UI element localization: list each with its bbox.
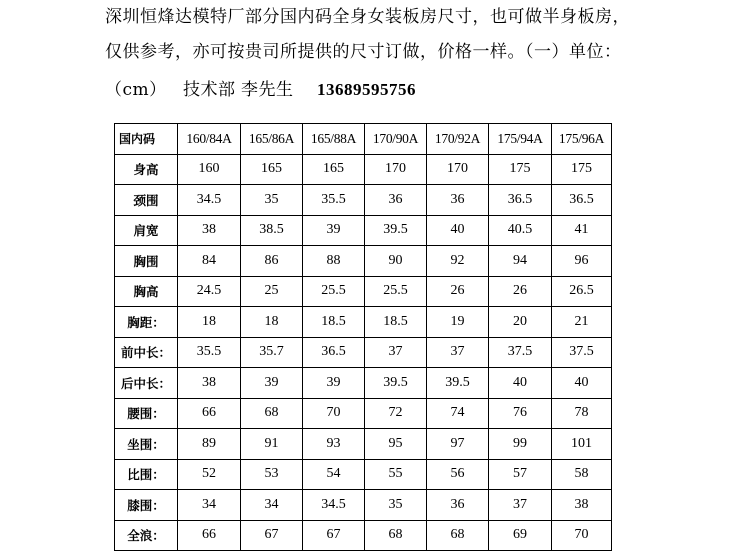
table-row (115, 459, 612, 490)
row-label: 全浪： (115, 520, 178, 551)
table-cell: 38 (552, 490, 612, 521)
table-cell: 170 (365, 154, 427, 185)
table-cell: 39.5 (427, 368, 489, 399)
table-cell: 88 (303, 246, 365, 277)
table-cell: 68 (241, 398, 303, 429)
row-label: 身高 (115, 154, 178, 185)
table-row (115, 185, 612, 216)
table-cell: 95 (365, 429, 427, 460)
column-header: 165/88A (303, 124, 365, 155)
corner-header: 国内码 (115, 124, 178, 155)
table-cell: 38 (178, 215, 241, 246)
table-cell: 35.5 (178, 337, 241, 368)
table-cell: 52 (178, 459, 241, 490)
table-row (115, 398, 612, 429)
table-cell: 57 (489, 459, 552, 490)
row-label: 肩宽 (115, 215, 178, 246)
row-label: 颈围 (115, 185, 178, 216)
contact-name: 李先生 (241, 80, 294, 100)
table-cell: 90 (365, 246, 427, 277)
table-cell: 66 (178, 398, 241, 429)
table-cell: 39 (241, 368, 303, 399)
table-cell: 55 (365, 459, 427, 490)
table-cell: 38.5 (241, 215, 303, 246)
table-cell: 70 (303, 398, 365, 429)
table-cell: 34 (178, 490, 241, 521)
row-label: 腰围： (115, 398, 178, 429)
table-cell: 40 (427, 215, 489, 246)
table-cell: 170 (427, 154, 489, 185)
table-cell: 25 (241, 276, 303, 307)
table-row (115, 246, 612, 277)
table-cell: 67 (241, 520, 303, 551)
table-cell: 26 (427, 276, 489, 307)
row-label: 膝围： (115, 490, 178, 521)
table-cell: 26 (489, 276, 552, 307)
table-cell: 36.5 (489, 185, 552, 216)
table-cell: 41 (552, 215, 612, 246)
table-cell: 165 (303, 154, 365, 185)
row-label: 坐围： (115, 429, 178, 460)
table-cell: 24.5 (178, 276, 241, 307)
table-cell: 78 (552, 398, 612, 429)
table-header-row (115, 124, 612, 155)
table-cell: 96 (552, 246, 612, 277)
row-label: 胸距： (115, 307, 178, 338)
table-cell: 40 (552, 368, 612, 399)
table-cell: 36 (365, 185, 427, 216)
table-cell: 18.5 (365, 307, 427, 338)
column-header: 165/86A (241, 124, 303, 155)
table-cell: 160 (178, 154, 241, 185)
table-cell: 54 (303, 459, 365, 490)
table-cell: 18 (241, 307, 303, 338)
table-cell: 101 (552, 429, 612, 460)
unit-label: （cm） (105, 80, 167, 100)
table-cell: 20 (489, 307, 552, 338)
table-row (115, 215, 612, 246)
table-cell: 37 (427, 337, 489, 368)
row-label: 胸围 (115, 246, 178, 277)
row-label: 胸高 (115, 276, 178, 307)
table-cell: 84 (178, 246, 241, 277)
column-header: 175/94A (489, 124, 552, 155)
table-cell: 66 (178, 520, 241, 551)
table-cell: 39 (303, 368, 365, 399)
table-cell: 175 (489, 154, 552, 185)
table-cell: 40.5 (489, 215, 552, 246)
table-cell: 35.5 (303, 185, 365, 216)
table-cell: 34 (241, 490, 303, 521)
table-body (115, 154, 612, 551)
table-cell: 38 (178, 368, 241, 399)
table-cell: 37 (365, 337, 427, 368)
table-cell: 35 (241, 185, 303, 216)
table-cell: 19 (427, 307, 489, 338)
table-cell: 34.5 (178, 185, 241, 216)
table-cell: 68 (365, 520, 427, 551)
table-cell: 89 (178, 429, 241, 460)
column-header: 160/84A (178, 124, 241, 155)
table-cell: 18.5 (303, 307, 365, 338)
table-row (115, 276, 612, 307)
table-cell: 39 (303, 215, 365, 246)
department-label: 技术部 (183, 80, 236, 100)
row-label: 前中长： (115, 337, 178, 368)
table-cell: 165 (241, 154, 303, 185)
table-cell: 72 (365, 398, 427, 429)
table-cell: 68 (427, 520, 489, 551)
table-cell: 37 (489, 490, 552, 521)
row-label: 比围： (115, 459, 178, 490)
column-header: 170/92A (427, 124, 489, 155)
table-cell: 39.5 (365, 368, 427, 399)
table-cell: 74 (427, 398, 489, 429)
table-row (115, 520, 612, 551)
table-cell: 76 (489, 398, 552, 429)
table-cell: 39.5 (365, 215, 427, 246)
table-cell: 35.7 (241, 337, 303, 368)
table-row (115, 490, 612, 521)
column-header: 170/90A (365, 124, 427, 155)
table-cell: 36.5 (303, 337, 365, 368)
table-cell: 40 (489, 368, 552, 399)
row-label: 后中长： (115, 368, 178, 399)
table-cell: 21 (552, 307, 612, 338)
table-cell: 93 (303, 429, 365, 460)
size-table (114, 123, 612, 551)
table-cell: 67 (303, 520, 365, 551)
table-cell: 36.5 (552, 185, 612, 216)
table-cell: 25.5 (365, 276, 427, 307)
table-cell: 34.5 (303, 490, 365, 521)
table-cell: 26.5 (552, 276, 612, 307)
table-cell: 56 (427, 459, 489, 490)
table-row (115, 154, 612, 185)
table-cell: 18 (178, 307, 241, 338)
table-cell: 69 (489, 520, 552, 551)
table-cell: 91 (241, 429, 303, 460)
table-cell: 97 (427, 429, 489, 460)
table-cell: 53 (241, 459, 303, 490)
table-cell: 86 (241, 246, 303, 277)
table-row (115, 307, 612, 338)
intro-line-1: 深圳恒烽达模特厂部分国内码全身女装板房尺寸，也可做半身板房， (105, 7, 630, 27)
table-cell: 99 (489, 429, 552, 460)
table-row (115, 337, 612, 368)
table-cell: 92 (427, 246, 489, 277)
table-cell: 175 (552, 154, 612, 185)
table-cell: 94 (489, 246, 552, 277)
intro-line-2: 仅供参考，亦可按贵司所提供的尺寸订做，价格一样。（一）单位： (105, 42, 622, 62)
table-cell: 36 (427, 185, 489, 216)
table-cell: 37.5 (489, 337, 552, 368)
table-row (115, 429, 612, 460)
table-cell: 58 (552, 459, 612, 490)
table-cell: 70 (552, 520, 612, 551)
table-cell: 35 (365, 490, 427, 521)
table-cell: 36 (427, 490, 489, 521)
table-cell: 25.5 (303, 276, 365, 307)
table-cell: 37.5 (552, 337, 612, 368)
phone-number: 13689595756 (317, 80, 416, 99)
table-row (115, 368, 612, 399)
contact-line (105, 80, 416, 100)
column-header: 175/96A (552, 124, 612, 155)
